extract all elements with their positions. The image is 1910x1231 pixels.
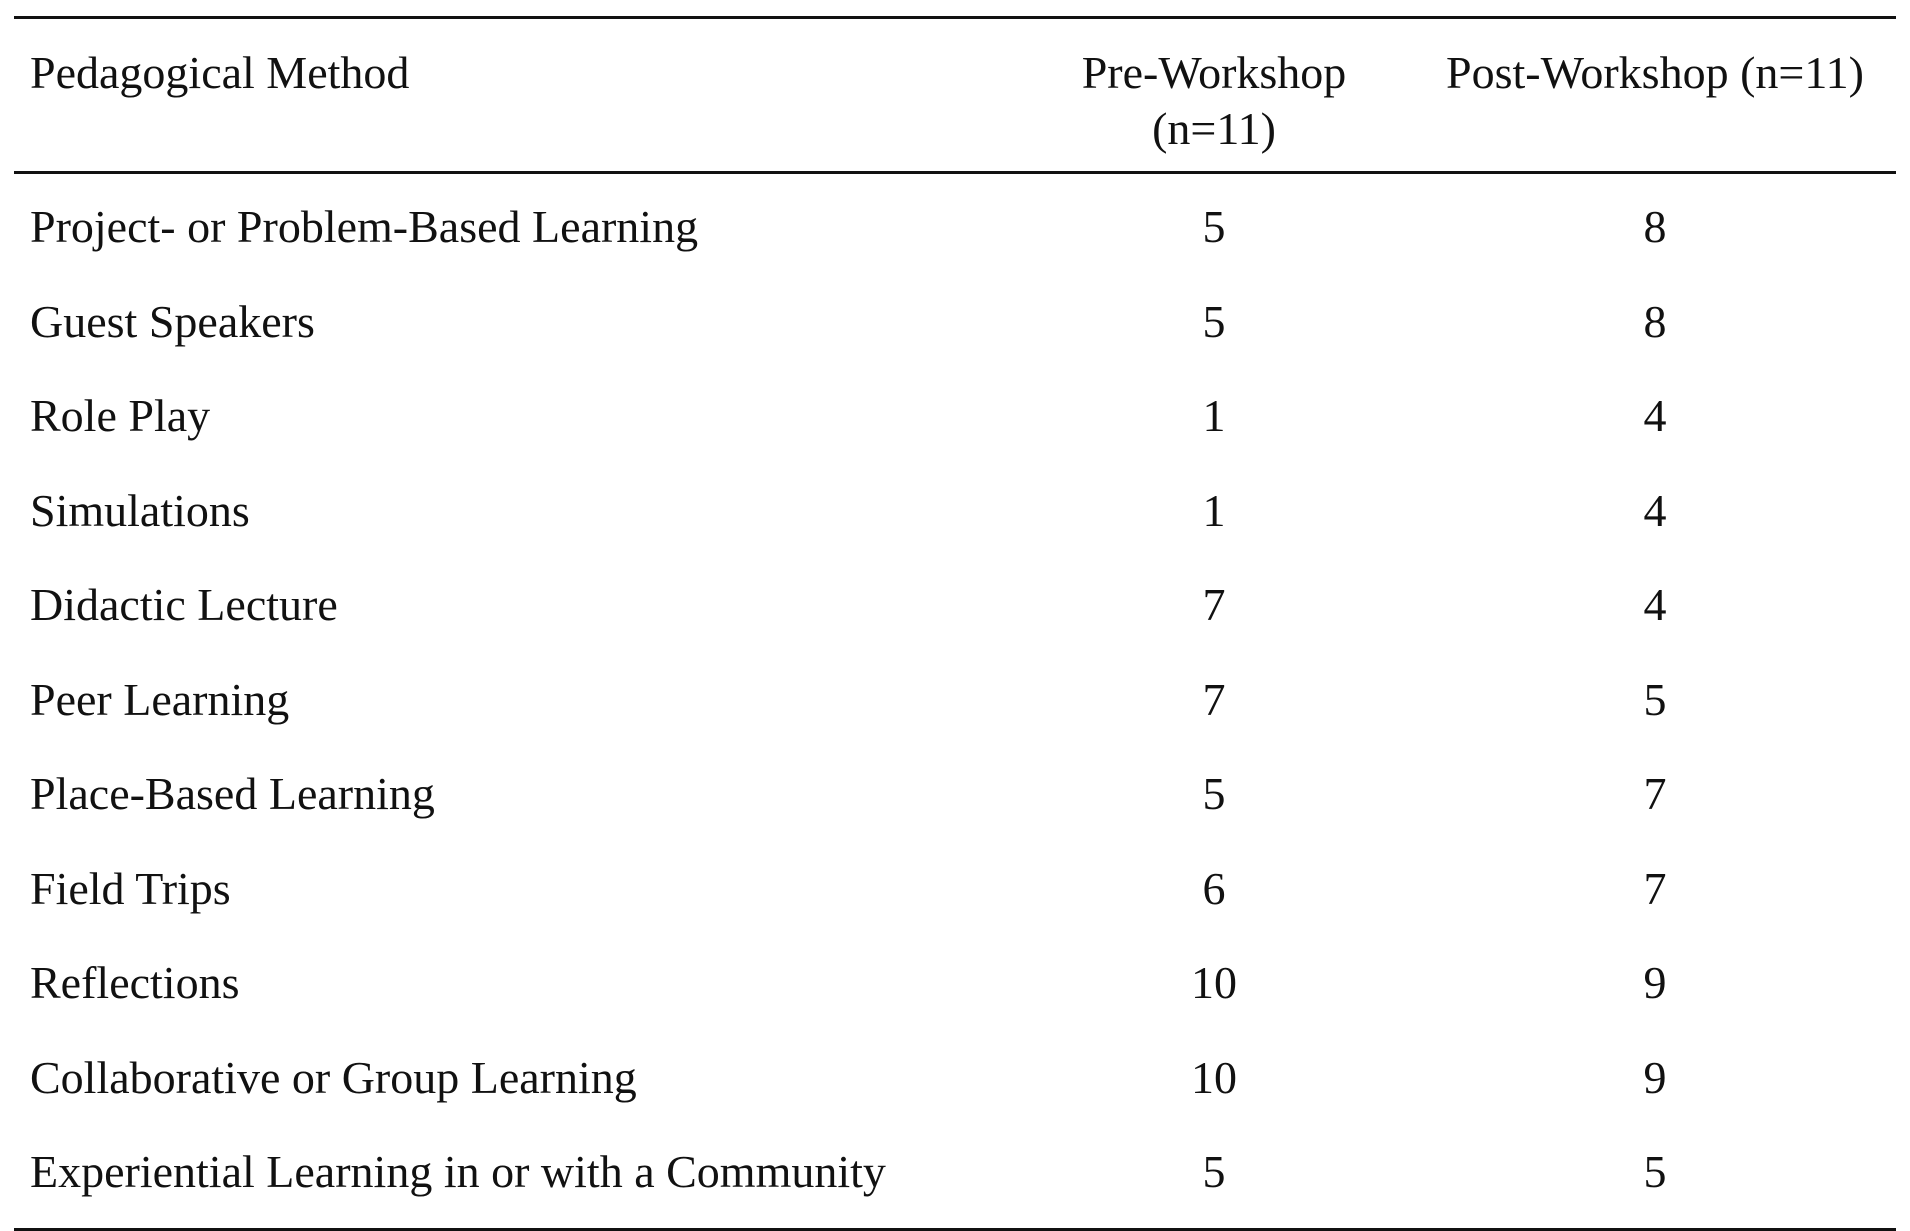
cell-method: Role Play [30, 390, 211, 442]
cell-post-count: 4 [1643, 579, 1667, 631]
table-row [14, 558, 1896, 653]
cell-post-count: 4 [1643, 484, 1667, 536]
table-bottom-rule [14, 1228, 1896, 1231]
table-row [14, 180, 1896, 275]
cell-pre-count: 6 [1202, 862, 1226, 914]
cell-pre-count: 7 [1202, 673, 1226, 725]
table-row [14, 842, 1896, 937]
table-row [14, 369, 1896, 464]
cell-post-count: 7 [1643, 768, 1667, 820]
cell-pre-count: 5 [1202, 768, 1226, 820]
cell-post-count: 5 [1643, 1146, 1667, 1198]
cell-method: Project- or Problem-Based Learning [30, 201, 699, 253]
header-pre-workshop-line1: Pre-Workshop [1081, 47, 1347, 98]
cell-post-count: 8 [1643, 295, 1667, 347]
table-body [14, 174, 1896, 1228]
header-post-workshop: Post-Workshop (n=11) [1446, 47, 1864, 98]
header-pre-workshop [1014, 19, 1414, 157]
table-row [14, 747, 1896, 842]
cell-method: Didactic Lecture [30, 579, 338, 631]
header-pre-workshop-line2: (n=11) [1152, 103, 1276, 154]
cell-method: Simulations [30, 484, 250, 536]
table-row [14, 1125, 1896, 1220]
cell-method: Reflections [30, 957, 240, 1009]
cell-post-count: 9 [1643, 957, 1667, 1009]
cell-pre-count: 5 [1202, 1146, 1226, 1198]
table-row [14, 1031, 1896, 1126]
table-row [14, 653, 1896, 748]
table-row [14, 464, 1896, 559]
cell-method: Collaborative or Group Learning [30, 1051, 637, 1103]
cell-post-count: 9 [1643, 1051, 1667, 1103]
cell-pre-count: 5 [1202, 295, 1226, 347]
cell-pre-count: 7 [1202, 579, 1226, 631]
cell-pre-count: 10 [1191, 1051, 1237, 1103]
cell-post-count: 8 [1643, 201, 1667, 253]
cell-pre-count: 1 [1202, 484, 1226, 536]
cell-pre-count: 1 [1202, 390, 1226, 442]
cell-method: Field Trips [30, 862, 231, 914]
cell-post-count: 7 [1643, 862, 1667, 914]
cell-pre-count: 5 [1202, 201, 1226, 253]
cell-method: Place-Based Learning [30, 768, 435, 820]
table-header-row [14, 19, 1896, 171]
cell-post-count: 5 [1643, 673, 1667, 725]
cell-method: Guest Speakers [30, 295, 315, 347]
table-row [14, 275, 1896, 370]
header-pedagogical-method: Pedagogical Method [30, 47, 410, 98]
cell-method: Experiential Learning in or with a Community [30, 1146, 886, 1198]
cell-post-count: 4 [1643, 390, 1667, 442]
table-row [14, 936, 1896, 1031]
cell-pre-count: 10 [1191, 957, 1237, 1009]
cell-method: Peer Learning [30, 673, 290, 725]
pedagogical-methods-table [14, 16, 1896, 1231]
